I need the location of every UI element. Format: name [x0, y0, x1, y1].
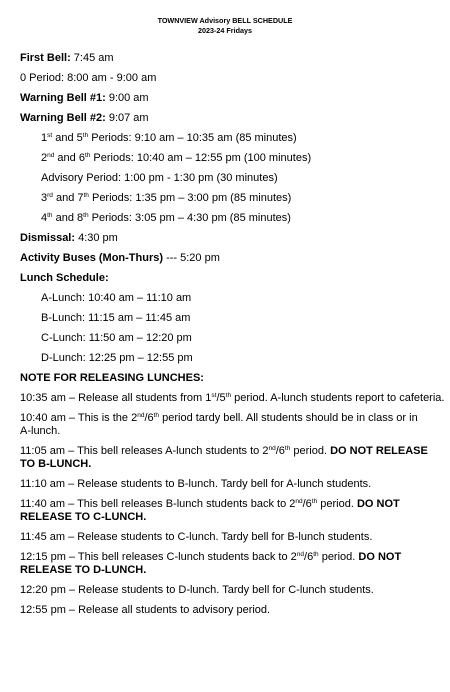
release-note: 10:40 am – This is the 2nd/6th period tardy bell. All students should be in class or in A-lunch. — [20, 412, 418, 437]
period-line: 2nd and 6th Periods: 10:40 am – 12:55 pm (100 minutes) — [41, 152, 312, 164]
period-line: 4th and 8th Periods: 3:05 pm – 4:30 pm (85 minutes) — [41, 212, 291, 224]
release-note: 10:35 am – Release all students from 1st/5th period. A-lunch students report to cafeteria. — [20, 392, 445, 404]
lunch-item: A-Lunch: 10:40 am – 11:10 am — [41, 292, 192, 304]
lunch-item: B-Lunch: 11:15 am – 11:45 am — [41, 312, 191, 324]
lunch-schedule-heading: Lunch Schedule: — [20, 272, 109, 284]
document-subtitle: 2023-24 Fridays — [198, 26, 252, 35]
period-line: 3rd and 7th Periods: 1:35 pm – 3:00 pm (85 minutes) — [41, 192, 292, 204]
period-line: 1st and 5th Periods: 9:10 am – 10:35 am (85 minutes) — [41, 132, 297, 144]
release-note: 12:55 pm – Release all students to advisory period. — [20, 604, 271, 616]
release-note: 12:15 pm – This bell releases C-lunch students back to 2nd/6th period. DO NOT RELEASE TO D-LUNCH. — [20, 551, 402, 576]
lunch-item: C-Lunch: 11:50 am – 12:20 pm — [41, 332, 192, 344]
release-note: 11:05 am – This bell releases A-lunch students to 2nd/6th period. DO NOT RELEASE TO B-LUNCH. — [20, 445, 428, 470]
release-notes-heading: NOTE FOR RELEASING LUNCHES: — [20, 372, 204, 384]
release-note: 11:40 am – This bell releases B-lunch students back to 2nd/6th period. DO NOT RELEASE TO C-LUNCH. — [20, 498, 400, 523]
release-note: 12:20 pm – Release students to D-lunch. Tardy bell for C-lunch students. — [20, 584, 374, 596]
advisory-period-line: Advisory Period: 1:00 pm - 1:30 pm (30 minutes) — [41, 172, 278, 184]
activity-buses-line: Activity Buses (Mon-Thurs) --- 5:20 pm — [20, 252, 220, 264]
zero-period-line: 0 Period: 8:00 am - 9:00 am — [20, 72, 157, 84]
dismissal-line: Dismissal: 4:30 pm — [20, 232, 118, 244]
first-bell-line: First Bell: 7:45 am — [20, 52, 114, 64]
document-title: TOWNVIEW Advisory BELL SCHEDULE — [157, 16, 293, 25]
warning-bell-1-line: Warning Bell #1: 9:00 am — [20, 92, 149, 104]
release-note: 11:45 am – Release students to C-lunch. Tardy bell for B-lunch students. — [20, 531, 373, 543]
warning-bell-2-line: Warning Bell #2: 9:07 am — [20, 112, 149, 124]
lunch-item: D-Lunch: 12:25 pm – 12:55 pm — [41, 352, 193, 364]
release-note: 11:10 am – Release students to B-lunch. Tardy bell for A-lunch students. — [20, 478, 372, 490]
